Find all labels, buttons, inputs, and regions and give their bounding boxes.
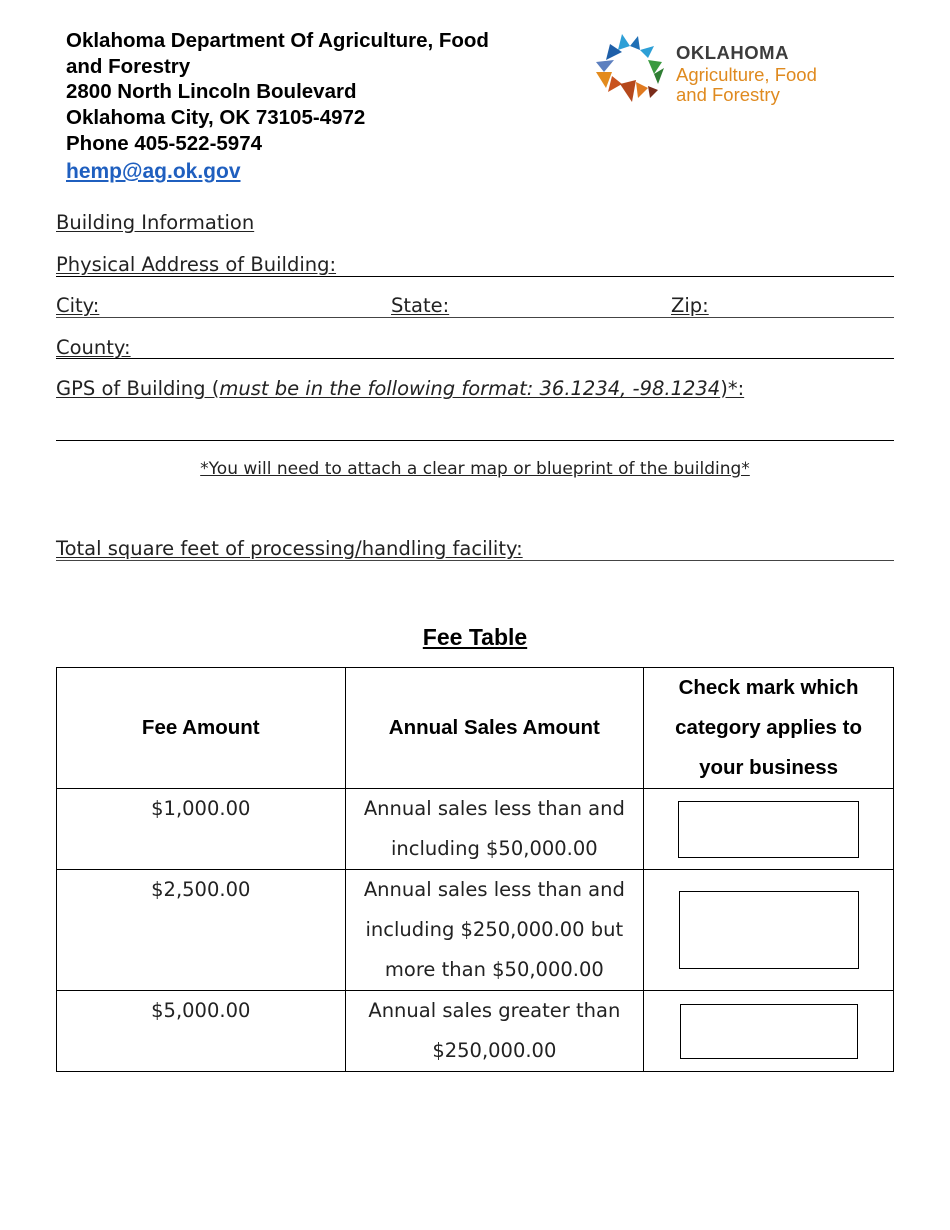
- sales-line-1: Annual sales less than and: [363, 878, 625, 901]
- check-header-line-3: your business: [699, 756, 839, 779]
- table-row: [57, 789, 894, 870]
- fee-amount-cell: $5,000.00: [57, 991, 346, 1072]
- city-state-zip: Oklahoma City, OK 73105-4972: [66, 106, 366, 130]
- section-title: Building Information: [56, 211, 255, 234]
- city-state-zip-field[interactable]: [56, 317, 894, 318]
- map-attachment-note: [0, 459, 950, 479]
- check-header-line-1: Check mark which: [678, 676, 859, 699]
- category-checkbox[interactable]: [679, 891, 859, 969]
- county-field[interactable]: [56, 358, 894, 359]
- agency-name-line-1: Oklahoma Department Of Agriculture, Food: [66, 29, 489, 52]
- logo-subtitle-line-2: and Forestry: [676, 84, 780, 105]
- table-header-row: [57, 668, 894, 789]
- check-category-header: [644, 668, 894, 789]
- fee-amount-cell: $2,500.00: [57, 870, 346, 991]
- sales-line-2: including $50,000.00: [391, 837, 598, 860]
- fee-amount-cell: $1,000.00: [57, 789, 346, 870]
- square-feet-field[interactable]: [56, 560, 894, 561]
- sales-line-1: Annual sales less than and: [363, 797, 625, 820]
- check-header-line-2: category applies to: [675, 716, 862, 739]
- sales-line-1: Annual sales greater than: [368, 999, 621, 1022]
- county-label: County:: [56, 336, 131, 359]
- gps-label: [56, 377, 744, 400]
- star-logo-icon: [592, 32, 668, 108]
- sales-line-2: including $250,000.00 but: [365, 918, 624, 941]
- annual-sales-cell: [345, 870, 644, 991]
- annual-sales-cell: [345, 789, 644, 870]
- gps-label-suffix: )*:: [720, 377, 745, 400]
- agency-address-block: [66, 28, 566, 157]
- annual-sales-cell: [345, 991, 644, 1072]
- table-row: [57, 991, 894, 1072]
- email-link[interactable]: hemp@ag.ok.gov: [66, 160, 241, 183]
- fee-table-title: Fee Table: [422, 624, 528, 650]
- square-feet-label: Total square feet of processing/handling facility:: [56, 537, 523, 560]
- zip-label: Zip:: [671, 294, 709, 317]
- street-address: 2800 North Lincoln Boulevard: [66, 80, 357, 104]
- checkbox-cell: [644, 870, 894, 991]
- state-label: State:: [391, 294, 450, 317]
- category-checkbox[interactable]: [678, 801, 859, 858]
- physical-address-label: Physical Address of Building:: [56, 253, 337, 276]
- city-label: City:: [56, 294, 100, 317]
- annual-sales-header: Annual Sales Amount: [345, 668, 644, 789]
- phone-number: Phone 405-522-5974: [66, 131, 263, 155]
- sales-line-3: more than $50,000.00: [384, 958, 604, 981]
- physical-address-field[interactable]: [56, 276, 894, 277]
- category-checkbox[interactable]: [680, 1004, 858, 1059]
- logo-subtitle-line-1: Agriculture, Food: [676, 64, 817, 85]
- agency-name-line-2: and Forestry: [66, 54, 191, 78]
- gps-label-prefix: GPS of Building (: [56, 377, 220, 400]
- gps-field[interactable]: [56, 440, 894, 441]
- sales-line-2: $250,000.00: [432, 1039, 557, 1062]
- gps-format-hint: must be in the following format: 36.1234, -98.1234: [219, 377, 721, 400]
- fee-amount-header: Fee Amount: [57, 668, 346, 789]
- fee-table: [56, 667, 894, 1072]
- map-note-text: *You will need to attach a clear map or blueprint of the building*: [200, 459, 750, 479]
- checkbox-cell: [644, 991, 894, 1072]
- logo-title: OKLAHOMA: [676, 42, 789, 63]
- oklahoma-ag-logo: [592, 32, 892, 110]
- table-row: [57, 870, 894, 991]
- checkbox-cell: [644, 789, 894, 870]
